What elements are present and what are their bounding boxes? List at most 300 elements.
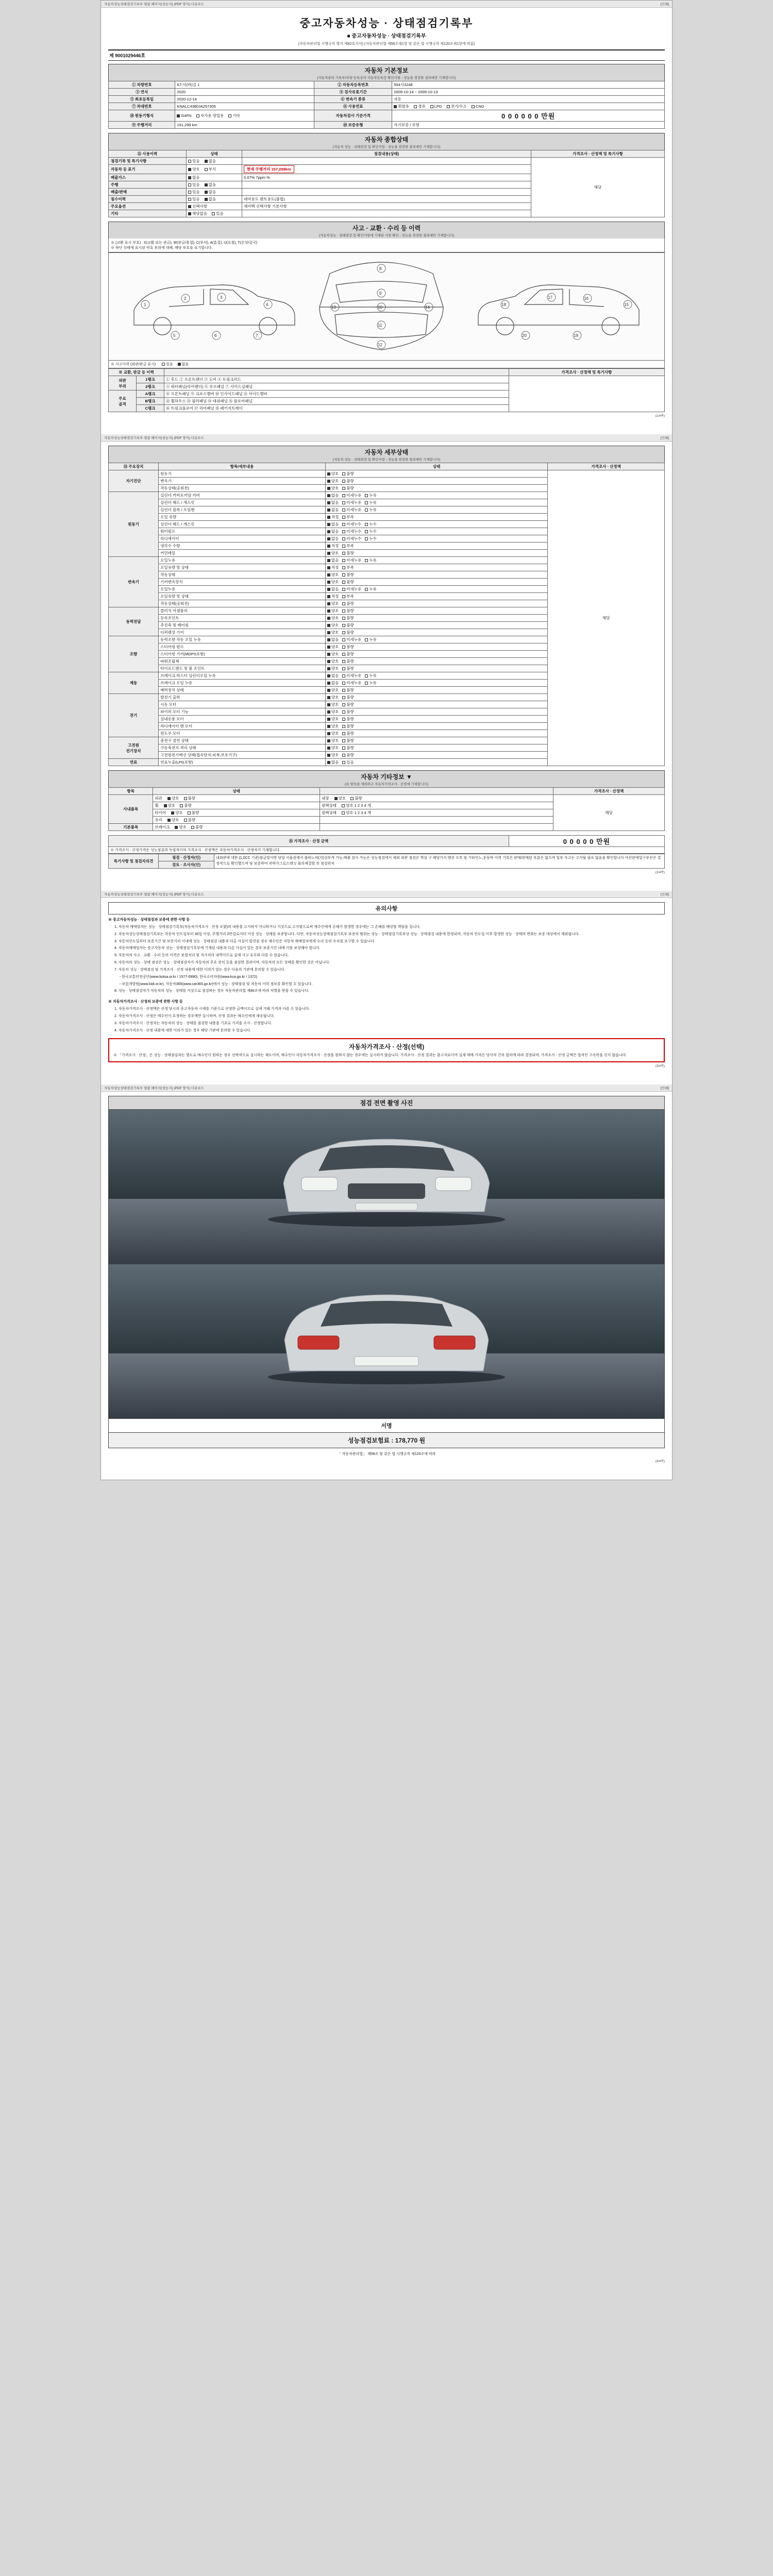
- fuel-option[interactable]: 전기/수소: [447, 104, 467, 109]
- state-option[interactable]: 누수: [365, 521, 377, 527]
- col-head: 가격조사 · 산정액 및 특기사항: [531, 150, 665, 158]
- item-label: 발전기 출력: [159, 694, 326, 701]
- state-option[interactable]: 있음: [188, 182, 200, 188]
- topbar-print-link-3[interactable]: [인쇄]: [660, 893, 669, 896]
- state-option[interactable]: 누유: [365, 637, 377, 642]
- topbar-left-text-4: 자동차성능상태점검기록부 열람 페이지(성능지) (PDF 양식) 다운로드: [104, 1087, 204, 1090]
- notice-item: 3. 자동차가격조사 · 산정자는 자동차의 성능 · 상태를 점검한 내용을 기초로 가격을 조사 · 산정합니다.: [114, 1021, 272, 1025]
- state-option[interactable]: 불량: [180, 803, 192, 808]
- item-state: [325, 737, 548, 744]
- row-label: 주요옵션: [109, 203, 187, 210]
- document-page: [100, 0, 673, 1480]
- row-detail: [242, 158, 531, 165]
- cell-label: ⑤ 최초등록일: [109, 96, 175, 103]
- state-option[interactable]: 양호: [327, 694, 339, 700]
- state-option[interactable]: 선택사항: [188, 204, 207, 209]
- state-option[interactable]: 양호: [327, 745, 339, 751]
- row-detail: 대여용도 렌트용도(불법): [242, 196, 531, 203]
- state-option[interactable]: 불량: [188, 810, 199, 816]
- state-option[interactable]: 양호 1 2 3 4 개: [342, 803, 371, 808]
- col-head: 상태: [325, 463, 548, 470]
- cell-label: ⑩ 원동기형식: [109, 110, 175, 122]
- accident-option[interactable]: 없음: [178, 362, 189, 367]
- state-option[interactable]: 없음: [327, 637, 339, 642]
- state-option[interactable]: 양호: [327, 666, 339, 671]
- state-option[interactable]: 양호: [164, 803, 176, 808]
- item-state: [325, 730, 548, 737]
- rank-items: ⑫ 휠하우스 ⑬ 필러패널 ⑭ 대쉬패널 ⑮ 플로어패널: [164, 398, 509, 405]
- row-label: 배출/판매: [109, 189, 187, 196]
- state-option[interactable]: 불량: [342, 630, 354, 635]
- item-label: 고전원전기배선 상태(접속단자,피복,보호기구): [159, 752, 326, 759]
- state-option[interactable]: 양호: [167, 795, 179, 801]
- item-state: [325, 521, 548, 528]
- rank-items: ⑤ 쿼터패널(리어펜더) ⑥ 루프패널 ⑦ 사이드실패널: [164, 383, 509, 391]
- cell-value: 67-사(바)길 1: [175, 81, 314, 89]
- state-option[interactable]: 양호: [327, 702, 339, 707]
- document-law-note: (자동차관리법 시행규칙 별지 제82호서식) (자동차관리법 제58조제1항 및 같은 법 시행규칙 제120조제1항에 따름): [298, 42, 475, 46]
- accident-option[interactable]: 있음: [162, 362, 173, 367]
- state-option[interactable]: 누유: [365, 680, 377, 686]
- state-option[interactable]: 불량: [342, 622, 354, 628]
- notice-item: 2. 자동차가격조사 · 산정은 매수인이 요청하는 경우에만 실시하며, 산정 결과는 매수인에게 제공됩니다.: [114, 1014, 275, 1018]
- group-label: 제동: [109, 672, 159, 694]
- row-state: [187, 165, 242, 174]
- col-head: ⑬ 주요장치: [109, 463, 159, 470]
- state-option[interactable]: 양호: [327, 630, 339, 635]
- row-cell: [320, 824, 553, 831]
- rank-items: ① 후드 ② 프론트펜더 ③ 도어 ④ 트렁크리드: [164, 376, 509, 383]
- state-option[interactable]: 불량: [342, 471, 354, 477]
- svg-text:16: 16: [584, 296, 589, 301]
- item-state: [325, 658, 548, 665]
- state-option[interactable]: 양호: [327, 651, 339, 657]
- state-option[interactable]: 불량: [342, 738, 354, 743]
- notice-item: 8. 성능 · 상태점검자가 자동차의 성능 · 상태를 거짓으로 점검하는 경우 자동차관리법 제80조에 따라 처벌을 받을 수 있습니다.: [114, 989, 309, 993]
- state-option[interactable]: 양호: [327, 731, 339, 736]
- item-state: [325, 744, 548, 752]
- state-option[interactable]: 적정: [327, 543, 339, 549]
- state-option[interactable]: 양호: [327, 579, 339, 585]
- row-label: 자동차 등 표기: [109, 165, 187, 174]
- svg-text:10: 10: [378, 305, 382, 310]
- fee-row: [108, 1433, 665, 1448]
- item-label: 작동상태(공회전): [159, 600, 326, 607]
- section4-table: [108, 463, 665, 766]
- group-label: 원동기: [109, 492, 159, 557]
- photo-section-title: 점검 전면 촬영 사진: [108, 1096, 665, 1110]
- svg-text:18: 18: [501, 302, 506, 307]
- row-state: [187, 174, 242, 181]
- state-option[interactable]: 적정: [327, 594, 339, 599]
- state-option[interactable]: 불량: [342, 731, 354, 736]
- state-option[interactable]: 불량: [191, 824, 203, 830]
- state-option[interactable]: 불량: [342, 651, 354, 657]
- motive-option[interactable]: G4FN: [177, 113, 191, 118]
- rank-label: 1랭크: [136, 376, 164, 383]
- state-option[interactable]: 양호: [327, 622, 339, 628]
- item-state: [325, 680, 548, 687]
- state-option[interactable]: 불량: [342, 608, 354, 614]
- state-option[interactable]: 양호: [327, 615, 339, 621]
- state-option[interactable]: 불량: [350, 795, 362, 801]
- item-state: [325, 607, 548, 615]
- state-option[interactable]: 있음: [188, 189, 200, 195]
- item-label: 오일누유: [159, 586, 326, 593]
- fuel-option[interactable]: CNG: [472, 104, 484, 109]
- rank-items: ⑯ 트렁크플로어 ⑰ 리어패널 ⑱ 패키지트레이: [164, 405, 509, 412]
- sheet-4: [101, 1084, 672, 1471]
- document-title: 중고자동차성능 · 상태점검기록부: [299, 18, 474, 29]
- rank-label: 2랭크: [136, 383, 164, 391]
- item-label: 오일유량 및 상태: [159, 593, 326, 600]
- item-label: 냉각수 수량: [159, 543, 326, 550]
- state-option[interactable]: 없음: [327, 680, 339, 686]
- item-label: 연료누출(LPG포함): [159, 759, 326, 766]
- state-option[interactable]: 없음: [205, 182, 216, 188]
- state-option[interactable]: 누수: [365, 536, 377, 541]
- item-state: [325, 629, 548, 636]
- state-option[interactable]: 없음: [327, 586, 339, 592]
- state-option[interactable]: 미세누유: [342, 500, 361, 505]
- state-option[interactable]: 불량: [184, 817, 196, 823]
- state-option[interactable]: 없음: [327, 673, 339, 679]
- row-cell: 내장 양호 불량: [320, 795, 553, 802]
- cell-label: ⑦ 차대번호: [109, 103, 175, 110]
- notice-item: - 한국교통안전공단(www.kotsa.or.kr / 1577-0990), 한국소비자원(www.kca.go.kr / 1372): [120, 975, 258, 979]
- state-option[interactable]: 누유: [365, 500, 377, 505]
- state-option[interactable]: 불량: [342, 615, 354, 621]
- state-option[interactable]: 미세누유: [342, 493, 361, 498]
- col-head: 상태: [153, 788, 320, 795]
- price-survey-title: 자동차가격조사 · 산정(선택): [348, 1043, 425, 1050]
- window-topbar-4: [101, 1084, 672, 1092]
- state-option[interactable]: 부족: [342, 543, 354, 549]
- section4-header: [108, 446, 665, 463]
- state-option[interactable]: 양호: [327, 478, 339, 484]
- cell-label: 자동차검사 기준가격: [314, 110, 392, 122]
- item-state: [325, 752, 548, 759]
- item-state: [325, 550, 548, 557]
- item-label: 워터펌프: [159, 528, 326, 535]
- state-option[interactable]: 누유: [365, 557, 377, 563]
- state-option[interactable]: 불량: [342, 716, 354, 722]
- state-option[interactable]: 양호: [327, 738, 339, 743]
- table-row: [109, 110, 665, 122]
- section3-legend: ※ (교환 표시 부호) : X(교환 또는 판금), W(판금/용접), C(부식), A(흠집), U(요철), T(손상/굴곡): [111, 241, 258, 245]
- section3-note: (자동차성능 · 상태점검 및 확인사항에 기재된 사항 확인 - 성능을 점검한 결과에만 기재합니다): [318, 234, 455, 238]
- item-state: [325, 665, 548, 672]
- closing-law-note: 「 자동차관리법」 제58조 및 같은 법 시행규칙 제120조에 따라: [337, 1452, 436, 1456]
- state-option[interactable]: 누유: [365, 493, 377, 498]
- state-option[interactable]: 없음: [327, 536, 339, 541]
- state-option[interactable]: 불량: [342, 687, 354, 693]
- state-option[interactable]: 없음: [327, 529, 339, 534]
- row-label: 침수이력: [109, 196, 187, 203]
- state-option[interactable]: 없음: [327, 557, 339, 563]
- cell-value: 자기보증 / 보험: [392, 122, 665, 129]
- state-option[interactable]: 불량: [342, 666, 354, 671]
- col-head: ※ 교환, 판금 등 이력: [109, 369, 164, 376]
- state-option[interactable]: 양호: [327, 716, 339, 722]
- window-topbar: [101, 1, 672, 8]
- cell-fuel-options: [392, 103, 665, 110]
- state-option[interactable]: 양호: [171, 810, 183, 816]
- state-option[interactable]: 양호: [327, 687, 339, 693]
- state-option[interactable]: 불량: [342, 702, 354, 707]
- svg-text:8: 8: [379, 266, 382, 271]
- state-option[interactable]: 양호: [327, 709, 339, 715]
- state-option[interactable]: 불량: [342, 752, 354, 758]
- state-option[interactable]: 있음: [188, 158, 200, 164]
- state-option[interactable]: 불량: [342, 709, 354, 715]
- state-option[interactable]: 미세누유: [342, 673, 361, 679]
- notice-heading-2: ※ 자동차가격조사 · 산정의 보증에 관한 사항 등: [108, 1000, 183, 1004]
- mileage-highlight: 현재 주행거리 157,299km: [244, 165, 294, 173]
- item-label: 원동기: [159, 470, 326, 478]
- svg-text:1: 1: [144, 302, 146, 307]
- section2-table: [108, 150, 665, 217]
- state-option[interactable]: 양호: [167, 817, 179, 823]
- item-label: 라디에이터: [159, 535, 326, 543]
- table-row: [109, 158, 665, 165]
- state-option[interactable]: 있음: [188, 196, 200, 202]
- section2-header: [108, 133, 665, 150]
- rank-label: C랭크: [136, 405, 164, 412]
- state-option[interactable]: 미세누유: [342, 637, 361, 642]
- state-option[interactable]: 양호: [175, 824, 187, 830]
- rank-label: B랭크: [136, 398, 164, 405]
- state-option[interactable]: 없음: [327, 500, 339, 505]
- item-state: [325, 615, 548, 622]
- rank-label: A랭크: [136, 391, 164, 398]
- state-option[interactable]: 양호: [327, 550, 339, 556]
- state-option[interactable]: 부족: [342, 594, 354, 599]
- state-option[interactable]: 없음: [205, 189, 216, 195]
- state-option[interactable]: 양호: [327, 723, 339, 729]
- table-header-row: [109, 150, 665, 158]
- state-option[interactable]: 미세누유: [342, 586, 361, 592]
- state-option[interactable]: 양호: [327, 752, 339, 758]
- notice-item: 1. 자동차가격조사 · 산정액은 산정 당시의 중고자동차 시세를 기준으로 산정한 금액이므로 실제 거래 가격과 다를 수 있습니다.: [114, 1007, 310, 1011]
- item-state: [325, 470, 548, 478]
- right-note-cell: [509, 376, 664, 412]
- state-option[interactable]: 양호: [327, 471, 339, 477]
- cell-motive-options: [175, 110, 314, 122]
- cell-value: KNALC4380JA257305: [175, 103, 314, 110]
- state-option[interactable]: 불량: [342, 723, 354, 729]
- table-row: [109, 836, 665, 847]
- item-label: 작동상태(공회전): [159, 485, 326, 492]
- state-option[interactable]: 없음: [327, 507, 339, 513]
- cell-value: 자동: [392, 96, 665, 103]
- state-option[interactable]: 양호: [327, 644, 339, 650]
- item-label: 추진축 및 베어링: [159, 622, 326, 629]
- photo-front: [108, 1110, 665, 1264]
- state-option[interactable]: 없음: [205, 196, 216, 202]
- state-option[interactable]: 적정: [327, 565, 339, 570]
- state-option[interactable]: 불량: [342, 579, 354, 585]
- item-label: 스티어링 기어(MDPS포함): [159, 651, 326, 658]
- motive-option[interactable]: 자가용 영업용: [196, 113, 224, 118]
- row-state: [187, 181, 242, 189]
- price-digits: 0 0 0 0 0 만원: [509, 836, 664, 847]
- signer-label: 검토 · 조사자(인): [159, 861, 214, 869]
- item-label: 실린더 헤드 / 개스킷: [159, 499, 326, 506]
- table-row: [109, 376, 665, 383]
- fee-value: 178,770 원: [395, 1437, 426, 1444]
- fuel-option[interactable]: 경유: [414, 104, 426, 109]
- state-option[interactable]: 누수: [365, 529, 377, 534]
- state-option[interactable]: 없음: [205, 158, 216, 164]
- item-state: [325, 723, 548, 730]
- item-label: 작동상태: [159, 571, 326, 579]
- topbar-print-link[interactable]: [인쇄]: [660, 3, 669, 6]
- state-option[interactable]: 양호: [327, 572, 339, 578]
- row-label: 점검기록 및 특기사항: [109, 158, 187, 165]
- col-head: 점검내용(상태): [242, 150, 531, 158]
- svg-text:15: 15: [624, 302, 629, 307]
- state-option[interactable]: 양호: [188, 166, 200, 172]
- fuel-option[interactable]: 휘발유: [394, 104, 409, 109]
- notice-item: 3. 자동차인도일부터 보증기간 및 보증거리 이내에 성능 · 상태점검 내용과 다른 사실이 발견된 경우 매수인은 자동차 매매업자에게 수리 등의 조치를 요구할 수 있습니다.: [114, 939, 375, 943]
- state-option[interactable]: 없음: [327, 759, 339, 765]
- motive-option[interactable]: 기타: [228, 113, 240, 118]
- state-option[interactable]: 불량: [342, 478, 354, 484]
- state-option[interactable]: 양호 1 2 3 4 개: [342, 810, 371, 816]
- state-option[interactable]: 부족: [342, 565, 354, 570]
- item-label: 타이로드엔드 및 볼 조인트: [159, 665, 326, 672]
- state-option[interactable]: 누유: [365, 673, 377, 679]
- window-topbar-2: [101, 434, 672, 442]
- col-head: 항목/세부내용: [159, 463, 326, 470]
- item-label: 파워조립체: [159, 658, 326, 665]
- state-option[interactable]: 해당없음: [188, 211, 207, 216]
- section5-note: (⑭ 항목을 제외하고 자동차가격조사 · 산정에 기재합니다): [345, 783, 428, 786]
- state-option[interactable]: 없음: [327, 521, 339, 527]
- page-footer-1: (1/4쪽): [655, 415, 665, 418]
- table-header-row: [109, 369, 665, 376]
- state-option[interactable]: 미세누유: [342, 680, 361, 686]
- cell-label: ① 차량번호: [109, 81, 175, 89]
- item-label: 실린더 커버로커암 커버: [159, 492, 326, 499]
- state-option[interactable]: 불량: [342, 572, 354, 578]
- state-option[interactable]: 양호: [327, 658, 339, 664]
- item-state: [325, 716, 548, 723]
- item-label: 윈도우 모터: [159, 730, 326, 737]
- state-option[interactable]: 미세누수: [342, 536, 361, 541]
- state-option[interactable]: 불량: [342, 658, 354, 664]
- item-label: 배력장치 상태: [159, 687, 326, 694]
- fuel-option[interactable]: LPG: [430, 104, 442, 109]
- item-label: 시동 모터: [159, 701, 326, 708]
- document-number: 제 9001029446호: [108, 49, 665, 61]
- state-option[interactable]: 양호: [327, 608, 339, 614]
- item-label: 구동축전지 격리 상태: [159, 744, 326, 752]
- row-state: [187, 189, 242, 196]
- row-cell: [320, 817, 553, 824]
- state-option[interactable]: 양호: [334, 795, 346, 801]
- col-head: ⑪ 사용이력: [109, 150, 187, 158]
- notice-item: 4. 자동차가격조사 · 산정 내용에 대한 이의가 있는 경우 해당 기관에 문의할 수 있습니다.: [114, 1028, 251, 1032]
- cell-label: ⑨ 주행거리: [109, 122, 175, 129]
- price-label: ⑮ 가격조사 · 산정 금액: [109, 836, 509, 847]
- state-option[interactable]: 미세누유: [342, 557, 361, 563]
- item-state: [325, 586, 548, 593]
- signature-row: 서명: [108, 1419, 665, 1433]
- state-option[interactable]: 없음: [188, 175, 200, 180]
- state-option[interactable]: 불량: [184, 795, 196, 801]
- state-option[interactable]: 부족: [342, 514, 354, 520]
- car-front-image: [253, 1122, 520, 1230]
- state-option[interactable]: 불량: [342, 485, 354, 491]
- state-option[interactable]: 적정: [327, 514, 339, 520]
- state-option[interactable]: 미세누수: [342, 521, 361, 527]
- state-option[interactable]: 불량: [342, 694, 354, 700]
- sheet-1: [101, 8, 672, 426]
- state-option[interactable]: 부식: [205, 166, 216, 172]
- state-option[interactable]: 누유: [365, 507, 377, 513]
- group-label: 전기: [109, 694, 159, 737]
- topbar-print-link-2[interactable]: [인쇄]: [660, 436, 669, 440]
- right-note-cell: 해당: [548, 470, 665, 766]
- state-option[interactable]: 양호: [327, 485, 339, 491]
- page-footer-3: (3/4쪽): [655, 1065, 665, 1068]
- cell-label: ④ 검사유효기간: [314, 89, 392, 96]
- svg-text:14: 14: [425, 305, 430, 310]
- notice-item: 1. 자동차 매매업자는 성능 · 상태점검기록부(자동차가격조사 · 산정 포함)의 내용을 고지하지 아니하거나 거짓으로 고지함으로써 매수인에게 손해가 발생한 경우에는 그 손해를 배상할 책임을 집니다.: [114, 925, 421, 929]
- state-option[interactable]: 불량: [342, 550, 354, 556]
- state-option[interactable]: 양호: [327, 601, 339, 606]
- row-state: [187, 158, 242, 165]
- item-state: [325, 600, 548, 607]
- opinion-label: 특기사항 및 점검자의견: [109, 854, 159, 869]
- state-option[interactable]: 미세누수: [342, 529, 361, 534]
- section3-title: 사고 · 교환 · 수리 등 이력: [352, 225, 421, 232]
- state-option[interactable]: 불량: [342, 745, 354, 751]
- window-topbar-3: [101, 891, 672, 898]
- svg-text:9: 9: [379, 291, 382, 296]
- item-label: 라디에이터 팬 모터: [159, 723, 326, 730]
- cell-value: 151,299 km: [175, 122, 314, 129]
- state-option[interactable]: 미세누유: [342, 507, 361, 513]
- row-state: [187, 210, 242, 217]
- photo-rear: [108, 1264, 665, 1419]
- item-state: [325, 593, 548, 600]
- col-head: 상태: [187, 150, 242, 158]
- state-option[interactable]: 있음: [342, 759, 354, 765]
- topbar-print-link-4[interactable]: [인쇄]: [660, 1087, 669, 1090]
- state-option[interactable]: 누유: [365, 586, 377, 592]
- svg-text:20: 20: [522, 333, 527, 338]
- svg-text:2: 2: [184, 296, 187, 301]
- state-option[interactable]: 없음: [327, 493, 339, 498]
- section3-header: [108, 222, 665, 239]
- state-option[interactable]: 불량: [342, 601, 354, 606]
- section3-parts-table: [108, 368, 665, 412]
- state-option[interactable]: 있음: [212, 211, 224, 216]
- frame-label: 주요 골격: [109, 391, 137, 412]
- row-label: 주행: [109, 181, 187, 189]
- table-row: [109, 89, 665, 96]
- item-label: 충전구 절연 상태: [159, 737, 326, 744]
- item-label: 실린더 헤드 / 개스킷: [159, 521, 326, 528]
- group-label: 사내품목: [109, 795, 153, 824]
- svg-text:7: 7: [256, 333, 258, 338]
- notice-heading-1: ※ 중고자동차성능 · 상태점검과 보증에 관한 사항 등: [108, 918, 190, 922]
- cell-label: ⑧ 사용연료: [314, 103, 392, 110]
- state-option[interactable]: 불량: [342, 644, 354, 650]
